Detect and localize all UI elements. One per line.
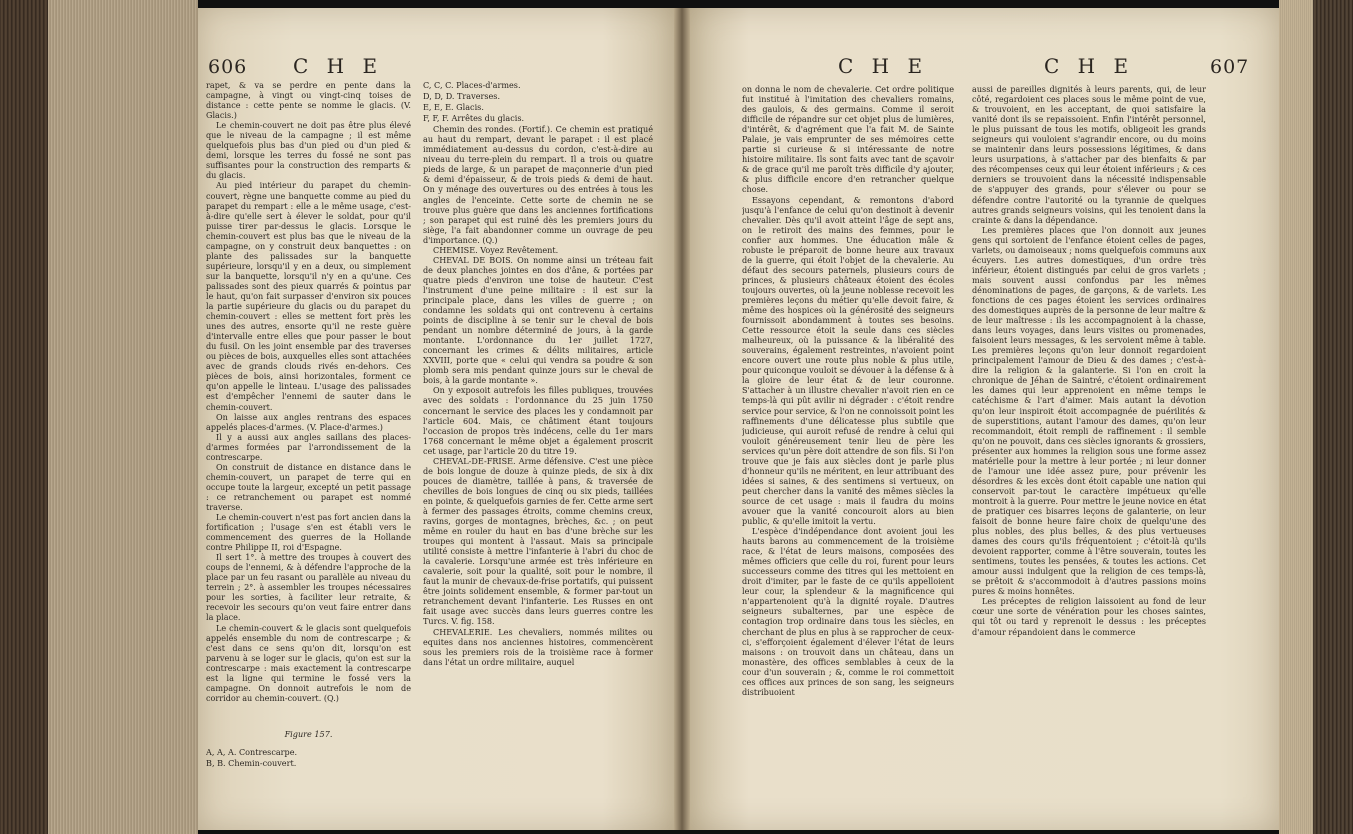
running-head-right-1: C H E <box>838 54 929 78</box>
paragraph: On construit de distance en distance dans le chemin-couvert, un parapet de terre qui en occupe toute la largeur, excepté un petit passage : ce retranchement ou parapet est nommé traverse. <box>206 461 411 512</box>
left-page <box>198 8 674 830</box>
legend-entry: F, F, F. Arrêtes du glacis. <box>423 113 525 124</box>
paragraph: Les premières places que l'on donnoit aux jeunes gens qui sortoient de l'enfance étoient celles de pages, varlets, ou damoiseaux ; noms quelquefois communs aux écuyers. Les autres domestiques, d'un ordre très inférieur, étoient distingués par celui de gros varlets ; mais souvent aussi confondus par les mêmes dénominations de pages, de garçons, & de varlets. Les fonctions de ces pages étoient les services ordinaires des domestiques auprès de la personne de leur maître & de leur maîtresse : ils les accompagnoient à la chasse, dans leurs voyages, dans leurs visites ou promenades, faisoient leurs messages, & les servoient même à table. Les premières leçons qu'on leur donnoit regardoient principalement l'amour de Dieu & des dames ; c'est-à-dire la religion & la galanterie. Si l'on en croit la chronique de Jéhan de Saintré, c'étoient ordinairement les dames qui leur apprenoient en même temps le catéchisme & l'art d'aimer. Mais autant la dévotion qu'on leur inspiroit étoit accompagnée de puérilités & de superstitions, autant l'amour des dames, qu'on leur recommandoit, étoit rempli de raffinement : il semble qu'on ne pouvoit, dans ces siècles ignorants & grossiers, présenter aux hommes la religion sous une forme assez matérielle pour la mettre à leur portée ; ni leur donner de l'amour une idée assez pure, pour prévenir les désordres & les excès dont étoit capable une nation qui conservoit par-tout le caractère impétueux qu'elle montroit à la guerre. Pour mettre le jeune novice en état de pratiquer ces bisarres leçons de galanterie, on leur faisoit de bonne heure faire choix de quelqu'une des plus nobles, des plus belles, & des plus vertueuses dames des cours qu'ils fréquentoient ; c'étoit-là qu'ils devoient rapporter, comme à l'être souverain, toutes les sentimens, toutes les pensées, & toutes les actions. Cet amour aussi indulgent que la religion de ces temps-là, se prêtoit & s'accommodoit à d'autres passions moins pures & moins honnêtes. <box>972 224 1206 597</box>
figure-legend <box>206 747 411 768</box>
paragraph: On y exposoit autrefois les filles publiques, trouvées avec des soldats : l'ordonnance du 25 juin 1750 concernant le service des places les y condamnoit par l'article 604. Mais, ce châtiment étant toujours l'occasion de propos très indécens, celle du 1er mars 1768 concernant le même objet a également proscrit cet usage, par l'article 20 du titre 19. <box>423 385 653 456</box>
paragraph: Les préceptes de religion laissoient au fond de leur cœur une sorte de vénération pour les choses saintes, qui tôt ou tard y reprenoit le dessus : les préceptes d'amour répandoient dans le commerce <box>972 596 1206 637</box>
running-head-left: C H E <box>293 54 384 78</box>
paragraph: Il y a aussi aux angles saillans des places-d'armes formées par l'arrondissement de la contrescarpe. <box>206 431 411 462</box>
paragraph: Le chemin-couvert ne doit pas être plus élevé que le niveau de la campagne ; il est même quelquefois plus bas d'un pied ou d'un pied & demi, lorsque les terres du fossé ne sont pas suffisantes pour la construction des remparts & du glacis. <box>206 120 411 181</box>
figure-caption: Figure 157. <box>284 728 333 739</box>
page-stack-right <box>1279 0 1313 834</box>
right-column-1 <box>742 84 954 814</box>
paragraph: Le chemin-couvert n'est pas fort ancien dans la fortification ; l'usage s'en est établi vers le commencement des guerres de la Hollande contre Philippe II, roi d'Espagne. <box>206 512 411 553</box>
book-gutter <box>674 8 690 830</box>
paragraph: on donna le nom de chevalerie. Cet ordre politique fut institué à l'imitation des chevaliers romains, des gaulois, & des germains. Comme il seroit difficile de répandre sur cet objet plus de lumières, d'intérêt, & d'agrément que l'a fait M. de Sainte Palaie, je vais emprunter de ses mémoires cette partie si curieuse & si intéressante de notre histoire militaire. Ils sont faits avec tant de sçavoir & de grace qu'il me paroît très difficile d'y ajouter, & plus difficile encore d'en retrancher quelque chose. <box>742 84 954 195</box>
paragraph: On laisse aux angles rentrans des espaces appelés places-d'armes. (V. Place-d'armes.) <box>206 411 411 432</box>
legend-entry: A, A, A. Contrescarpe. <box>206 746 298 757</box>
paragraph: Le chemin-couvert & le glacis sont quelquefois appelés ensemble du nom de contrescarpe ; & c'est dans ce sens qu'on dit, lorsqu'on est parvenu à se loger sur le glacis, qu'on est sur la contrescarpe : mais exactement la contrescarpe est la ligne qui termine le fossé vers la campagne. On donnoit autrefois le nom de corridor au chemin-couvert. (Q.) <box>206 622 411 703</box>
paragraph: Chemin des rondes. (Fortif.). Ce chemin est pratiqué au haut du rempart, devant le parapet : il est placé immédiatement au-dessus du cordon, c'est-à-dire au niveau du terre-plein du rempart. Il a trois ou quatre pieds de large, & un parapet de maçonnerie d'un pied & demi d'épaisseur, & de trois pieds & demi de haut. On y ménage des ouvertures ou des entrées à tous les angles de l'enceinte. Cette sorte de chemin ne se trouve plus guère que dans les anciennes fortifications ; son parapet qui est ruiné dès les premiers jours du siège, l'a fait abandonner comme un ouvrage de peu d'importance. (Q.) <box>423 124 653 245</box>
book-edge-right <box>1313 0 1353 834</box>
right-page <box>690 8 1279 830</box>
page-number-right: 607 <box>1210 56 1250 78</box>
paragraph: aussi de pareilles dignités à leurs parents, qui, de leur côté, regardoient ces places sous le même point de vue, & trouvoient, en les acceptant, de quoi satisfaire la vanité dont ils se repaissoient. Enfin l'intérêt personnel, le plus puissant de tous les motifs, obligeoit les grands seigneurs qui vouloient s'agrandir encore, ou du moins se maintenir dans leurs possessions légitimes, & dans leurs usurpations, à s'attacher par des bienfaits & par des récompenses ceux qui leur étoient inférieurs ; & ces derniers se trouvoient dans la nécessité indispensable de s'appuyer des grands, pour s'élever ou pour se défendre contre l'autorité ou la tyrannie de quelques autres grands seigneurs voisins, qui les tenoient dans la crainte & dans la dépendance. <box>972 84 1206 225</box>
right-column-2 <box>972 84 1206 814</box>
paragraph: Il sert 1°. à mettre des troupes à couvert des coups de l'ennemi, & à défendre l'approche de la place par un feu rasant ou parallèle au niveau du terrein ; 2°. à assembler les troupes nécessaires pour les sorties, à faciliter leur retraite, & recevoir les secours qu'on veut faire entrer dans la place. <box>206 552 411 623</box>
paragraph: CHEVAL DE BOIS. On nomme ainsi un tréteau fait de deux planches jointes en dos d'âne, & portées par quatre pieds d'environ une toise de hauteur. C'est l'instrument d'une peine militaire : il est sur la principale place, dans les villes de guerre ; on condamne les soldats qui ont contrevenu à certains points de discipline à se tenir sur le cheval de bois pendant un nombre déterminé de jours, à la garde montante. L'ordonnance du 1er juillet 1727, concernant les crimes & délits militaires, article XXVIII, porte que « celui qui vendra sa poudre & son plomb sera mis pendant quinze jours sur le cheval de bois, à la garde montante ». <box>423 254 653 386</box>
book-edge-left <box>0 0 48 834</box>
paragraph: Au pied intérieur du parapet du chemin-couvert, règne une banquette comme au pied du parapet du rempart : elle a le même usage, c'est-à-dire qu'elle sert à élever le soldat, pour qu'il puisse tirer par-dessus le glacis. Lorsque le chemin-couvert est plus bas que le niveau de la campagne, on y construit deux banquettes : on plante des palissades sur la banquette supérieure, lorsqu'il y en a deux, ou simplement sur la banquette, lorsqu'il n'y en a qu'une. Ces palissades sont des pieux quarrés & pointus par le haut, qu'on fait surpasser d'environ six pouces la partie supérieure du glacis ou du parapet du chemin-couvert : elles se mettent fort près les unes des autres, ensorte qu'il ne reste guère d'intervalle entre elles que pour passer le bout du fusil. On les joint ensemble par des traverses ou pièces de bois, auxquelles elles sont attachées avec de grands clouds rivés en-dehors. Ces pièces de bois, ainsi horizontales, forment ce qu'on appelle le linteau. L'usage des palissades est d'empêcher l'ennemi de sauter dans le chemin-couvert. <box>206 180 411 412</box>
left-column-2 <box>423 80 653 810</box>
paragraph: Essayons cependant, & remontons d'abord jusqu'à l'enfance de celui qu'on destinoit à devenir chevalier. Dès qu'il avoit atteint l'âge de sept ans, on le retiroit des mains des femmes, pour le confier aux hommes. Une éducation mâle & robuste le préparoit de bonne heure aux travaux de la guerre, qui étoit l'objet de la chevalerie. Au défaut des secours paternels, plusieurs cours de princes, & plusieurs châteaux étoient des écoles toujours ouvertes, où la jeune noblesse recevoit les premières leçons du métier qu'elle devoit faire, & même des hospices où la générosité des seigneurs fournissoit abondamment à toutes ses besoins. Cette ressource étoit la seule dans ces siècles malheureux, où la puissance & la libéralité des souverains, également restreintes, n'avoient point encore ouvert une route plus noble & plus utile, pour quiconque vouloit se dévouer à la défense & à la gloire de leur état & de leur couronne. S'attacher à un illustre chevalier n'avoit rien en ce temps-là qui pût avilir ni dégrader : c'étoit rendre service pour service, & l'on ne connoissoit point les raffinements d'une délicatesse plus subtile que judicieuse, qui auroit refusé de rendre à celui qui vouloit généreusement tenir lieu de père les services qu'un père doit attendre de son fils. Si l'on trouve que je fais aux siècles dont je parle plus d'honneur qu'ils ne méritent, en leur attribuant des idées si saines, & des sentimens si vertueux, on peut chercher dans la vanité des mêmes siècles la source de cet usage : mais il faudra du moins avouer que la vanité concouroit alors au bien public, & qu'elle imitoit la vertu. <box>742 194 954 527</box>
running-head-right-2: C H E <box>1044 54 1135 78</box>
legend-entry: E, E, E. Glacis. <box>423 102 484 113</box>
paragraph: CHEVAL-DE-FRISE. Arme défensive. C'est une pièce de bois longue de douze à quinze pieds, de six à dix pouces de diamètre, taillée à pans, & traversée de chevilles de bois longues de cinq ou six pieds, taillées en pointe, & quelquefois garnies de fer. Cette arme sert à fermer des passages étroits, comme chemins creux, ravins, gorges de montagnes, brèches, &c. ; on peut même en rouler du haut en bas d'une brèche sur les troupes qui montent à l'assaut. Mais sa principale utilité consiste à mettre l'infanterie à l'abri du choc de la cavalerie. Lorsqu'une armée est très inférieure en cavalerie, soit pour la qualité, soit pour le nombre, il faut la munir de chevaux-de-frise portatifs, qui puissent être joints solidement ensemble, & former par-tout un retranchement devant l'infanterie. Les Russes en ont fait usage avec succès dans leurs guerres contre les Turcs. V. fig. 158. <box>423 455 653 627</box>
paragraph: L'espèce d'indépendance dont avoient joui les hauts barons au commencement de la troisième race, & l'état de leurs maisons, composées des mêmes officiers que celle du roi, furent pour leurs successeurs comme des titres qui les mettoient en droit d'imiter, par le faste de ce qu'ils appelloient leur cour, la splendeur & la magnificence qui n'appartenoient qu'à la dignité royale. D'autres seigneurs subalternes, par une espèce de contagion trop ordinaire dans tous les siècles, en cherchant de plus en plus à se rapprocher de ceux-ci, s'efforçoient également d'élever l'état de leurs maisons : on trouvoit dans un château, dans un monastère, des offices semblables à ceux de la cour d'un souverain ; &, comme le roi commettoit ces offices aux princes de son sang, les seigneurs distribuoient <box>742 526 954 697</box>
legend-entry: D, D, D. Traverses. <box>423 91 501 102</box>
page-number-left: 606 <box>208 56 248 78</box>
left-column-1 <box>206 80 411 810</box>
legend-entry: C, C, C. Places-d'armes. <box>423 80 521 90</box>
page-stack-left <box>48 0 198 834</box>
paragraph: CHEVALERIE. Les chevaliers, nommés milites ou equites dans nos anciennes histoires, commencèrent sous les premiers rois de la troisième race à former dans l'état un ordre militaire, auquel <box>423 626 653 667</box>
paragraph: CHEMISE. Voyez Revêtement. <box>433 244 559 255</box>
legend-entry: B, B. Chemin-couvert. <box>206 758 297 768</box>
figure-legend-continued <box>423 80 653 123</box>
paragraph: rapet, & va se perdre en pente dans la campagne, à vingt ou vingt-cinq toises de distance : cette pente se nomme le glacis. (V. Glacis.) <box>206 80 411 121</box>
